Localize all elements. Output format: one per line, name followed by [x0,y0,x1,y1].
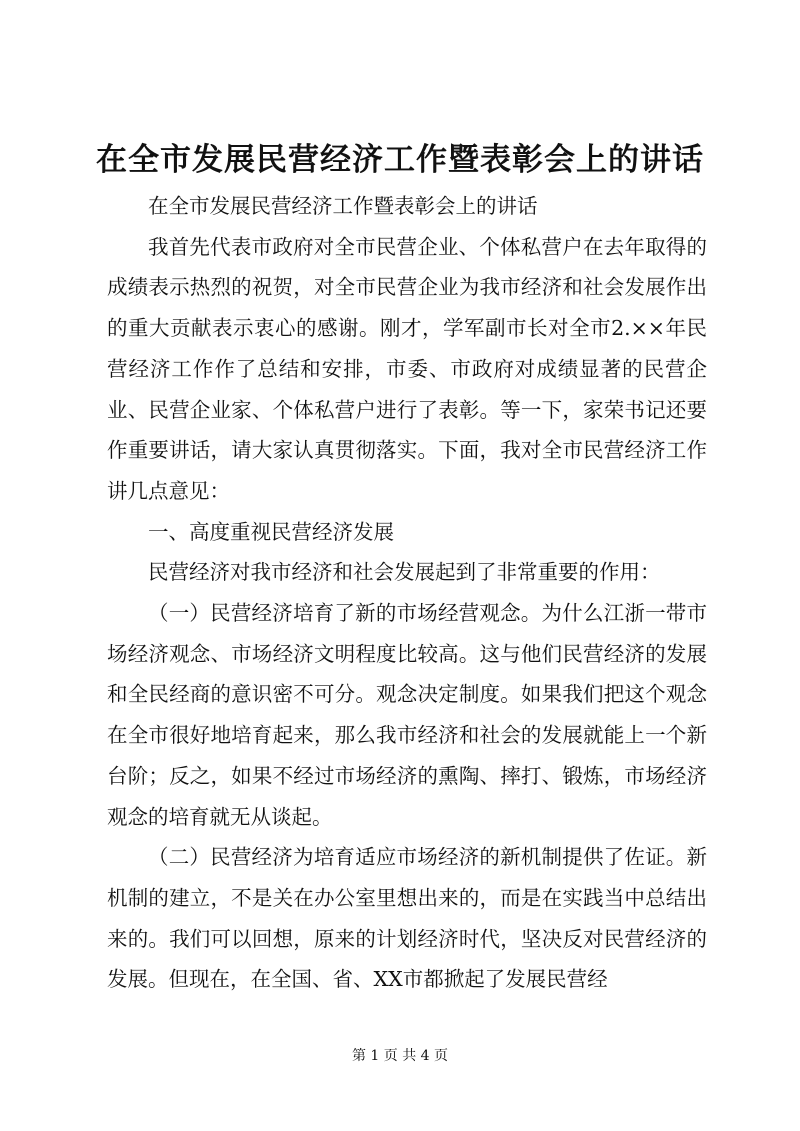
body-paragraph: 民营经济对我市经济和社会发展起到了非常重要的作用： [148,560,661,585]
page-number: 第 1 页 共 4 页 [351,1048,449,1064]
subtitle-paragraph: 在全市发展民营经济工作暨表彰会上的讲话 [148,194,538,218]
document-title: 在全市发展民营经济工作暨表彰会上的讲话 [96,142,704,178]
section-heading: 一、高度重视民营经济发展 [148,519,394,544]
body-paragraph: （二）民营经济为培育适应市场经济的新机制提供了佐证。新机制的建立，不是关在办公室里想出来的，而是在实践当中总结出来的。我们可以回想，原来的计划经济时代，坚决反对民营经济的发展。但现在，在全国、省、XX市都掀起了发展民营经 [107,845,707,992]
body-paragraph: 我首先代表市政府对全市民营企业、个体私营户在去年取得的成绩表示热烈的祝贺，对全市民营企业为我市经济和社会发展作出的重大贡献表示衷心的感谢。刚才，学军副市长对全市2.××年民营经济工作作了总结和安排，市委、市政府对成绩显著的民营企业、民营企业家、个体私营户进行了表彰。等一下，家荣书记还要作重要讲话，请大家认真贯彻落实。下面，我对全市民营经济工作讲几点意见： [107,234,707,503]
body-paragraph: （一）民营经济培育了新的市场经营观念。为什么江浙一带市场经济观念、市场经济文明程度比较高。这与他们民营经济的发展和全民经商的意识密不可分。观念决定制度。如果我们把这个观念在全市很好地培育起来，那么我市经济和社会的发展就能上一个新台阶；反之，如果不经过市场经济的熏陶、摔打、锻炼，市场经济观念的培育就无从谈起。 [107,601,707,829]
page-footer [0,1046,800,1066]
document-body [107,186,707,1000]
